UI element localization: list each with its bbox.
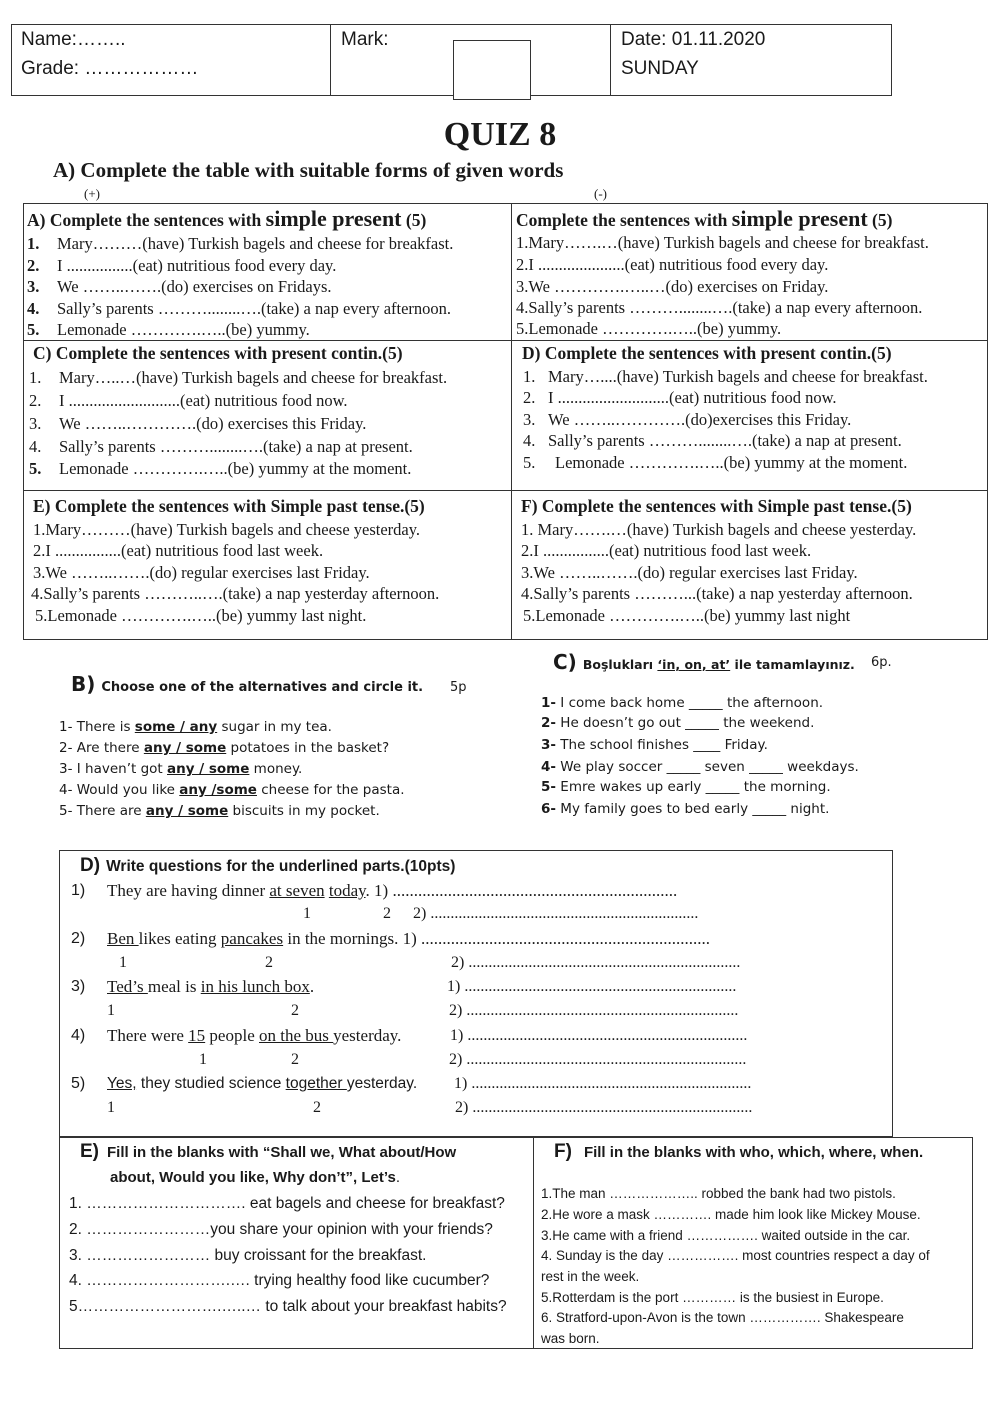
list-item: 4- Would you like any /some cheese for the pasta. (59, 782, 405, 798)
answer-line[interactable]: 1) ...................................................................... (454, 1075, 752, 1092)
page-title: QUIZ 8 (443, 116, 557, 153)
answer-line[interactable]: 1) ...................................................................... (450, 1027, 748, 1044)
answer-line[interactable]: 2) ................................................................... (413, 905, 699, 922)
grammar-table-hline-1 (23, 340, 988, 341)
marker-number: 2 (291, 1002, 299, 1019)
list-item: 3.He came with a friend ……………. waited outside in the car. (541, 1228, 911, 1243)
list-item: 5- Emre wakes up early _____ the morning. (541, 779, 831, 795)
list-item: 5- There are any / some biscuits in my pocket. (59, 803, 380, 819)
grade-field: Grade: ……………… (21, 58, 199, 79)
list-item: 2.I ................(eat) nutritious food last week. (521, 541, 812, 560)
cell-a-title: A) Complete the sentences with simple present (5) (27, 206, 427, 231)
answer-line[interactable]: 2) ...................................................................... (449, 1051, 747, 1068)
cell-f-title: F) Complete the sentences with Simple past tense.(5) (521, 496, 912, 516)
list-item: 1. …………………………. eat bagels and cheese for breakfast? (69, 1195, 505, 1212)
question-sentence: Ben likes eating pancakes in the mornings. 1) .................................................................... (107, 929, 710, 948)
section-a-heading: A) Complete the table with suitable forms of given words (53, 158, 564, 182)
cell-e-title: E) Complete the sentences with Simple past tense.(5) (33, 496, 425, 516)
list-item: 1. Mary…..…(have) Turkish bagels and cheese for breakfast. (29, 368, 448, 387)
name-field: Name:…….. (21, 29, 126, 50)
list-item: 1.Mary………(have) Turkish bagels and cheese yesterday. (33, 520, 421, 539)
list-item: 2.I ................(eat) nutritious food last week. (33, 541, 324, 560)
section-d-heading: D) Write questions for the underlined parts.(10pts) (80, 855, 456, 876)
list-item: 5.Lemonade ………….…..(be) yummy last night. (35, 606, 367, 625)
section-b-points: 5p (450, 680, 467, 695)
section-c-heading: C) Boşlukları ‘in, on, at’ ile tamamlayınız. (553, 650, 855, 674)
section-f-heading: F) Fill in the blanks with who, which, where, when. (554, 1141, 924, 1162)
list-item: 3- The school finishes ____ Friday. (541, 737, 768, 753)
marker-number: 1 (303, 905, 311, 922)
grammar-table-vline (511, 203, 512, 640)
list-item: 1. Mary…....(have) Turkish bagels and cheese for breakfast. (523, 367, 928, 386)
list-item: 4. Sunday is the day ……………. most countries respect a day of (541, 1248, 930, 1263)
day-field: SUNDAY (621, 58, 699, 79)
list-item: 3. We ……..…….(do) exercises on Fridays. (27, 277, 332, 296)
date-field: Date: 01.11.2020 (621, 29, 766, 50)
list-item: 4. Sally’s parents ………........….(take) a nap every afternoon. (27, 299, 452, 318)
list-item: 3.We ……..…….(do) regular exercises last Friday. (33, 563, 370, 582)
marker-number: 2 (265, 954, 273, 971)
answer-line[interactable]: 2) .................................................................... (451, 954, 741, 971)
question-number: 3) (71, 978, 86, 995)
list-item: rest in the week. (541, 1269, 640, 1284)
list-item: 2.He wore a mask …………. made him look like Mickey Mouse. (541, 1207, 921, 1222)
list-item: 4. Sally’s parents ………........….(take) a nap at present. (523, 431, 902, 450)
list-item: 6- My family goes to bed early _____ night. (541, 801, 830, 817)
mark-label: Mark: (341, 29, 389, 50)
list-item: 5.Lemonade ………….…..(be) yummy. (516, 319, 782, 338)
list-item: 4.Sally’s parents ………...(take) a nap yesterday afternoon. (521, 584, 913, 603)
option-choice[interactable]: any / some (167, 761, 250, 777)
list-item: 2. I ................(eat) nutritious food every day. (27, 256, 337, 275)
option-choice[interactable]: some / any (134, 719, 218, 735)
list-item: 4. Sally’s parents ………........….(take) a nap at present. (29, 437, 413, 456)
list-item: 1.Mary…….…(have) Turkish bagels and cheese for breakfast. (516, 233, 929, 252)
list-item: 2.I .....................(eat) nutritious food every day. (516, 255, 829, 274)
marker-number: 1 (199, 1051, 207, 1068)
list-item: 5.Rotterdam is the port ………… is the busiest in Europe. (541, 1290, 884, 1305)
list-item: 2- Are there any / some potatoes in the basket? (59, 740, 390, 756)
list-item: 6. Stratford-upon-Avon is the town ……………. Shakespeare (541, 1310, 904, 1325)
question-number: 2) (71, 930, 86, 947)
list-item: 1- I come back home _____ the afternoon. (541, 695, 824, 711)
answer-line[interactable]: 2) ...................................................................... (455, 1099, 753, 1116)
section-b-heading: B) Choose one of the alternatives and circle it. (71, 672, 424, 696)
question-sentence: There were 15 people on the bus yesterday. (107, 1026, 402, 1045)
list-item: 2. I ...........................(eat) nutritious food now. (29, 391, 348, 410)
marker-number: 1 (119, 954, 127, 971)
list-item: 3.We ……..…….(do) regular exercises last Friday. (521, 563, 858, 582)
answer-line[interactable]: 1) .................................................................... (447, 978, 737, 995)
cell-c-title: C) Complete the sentences with present contin.(5) (33, 343, 403, 363)
question-number: 4) (71, 1027, 86, 1044)
list-item: 4. ……………………….…. trying healthy food like cucumber? (69, 1272, 490, 1289)
list-item: 4.Sally’s parents ………..….(take) a nap yesterday afternoon. (31, 584, 440, 603)
list-item: 5……………………….…..… to talk about your breakfast habits? (69, 1298, 507, 1315)
section-e-heading-line2: about, Would you like, Why don’t”, Let’s. (110, 1169, 400, 1186)
list-item: 5. Lemonade ………….…..(be) yummy at the moment. (523, 453, 908, 472)
list-item: 3- I haven’t got any / some money. (59, 761, 303, 777)
marker-number: 1 (107, 1002, 115, 1019)
list-item: 2- He doesn’t go out _____ the weekend. (541, 715, 815, 731)
list-item: 1. Mary………(have) Turkish bagels and cheese for breakfast. (27, 234, 454, 253)
cell-b-title: Complete the sentences with simple present (5) (516, 206, 893, 231)
section-c-points: 6p. (871, 655, 892, 670)
question-sentence: They are having dinner at seven today. 1) ................................................................... (107, 881, 678, 900)
section-e-heading-line1: E) Fill in the blanks with “Shall we, What about/How (80, 1141, 457, 1162)
marker-number: 2 (383, 905, 391, 922)
list-item: 5.Lemonade ………….…..(be) yummy last night (523, 606, 851, 625)
list-item: 2. ……………………you share your opinion with your friends? (69, 1221, 493, 1238)
marker-number: 2 (313, 1099, 321, 1116)
cell-d-title: D) Complete the sentences with present contin.(5) (522, 343, 892, 363)
list-item: 1. Mary…….…(have) Turkish bagels and cheese yesterday. (521, 520, 917, 539)
list-item: 1.The man ……………….. robbed the bank had two pistols. (541, 1186, 896, 1201)
option-choice[interactable]: any / some (145, 803, 229, 819)
list-item: 3. We ……..………….(do)exercises this Friday. (523, 410, 852, 429)
question-sentence: Ted’s meal is in his lunch box. (107, 977, 315, 996)
section-ef-divider (533, 1137, 534, 1349)
list-item: was born. (541, 1331, 600, 1346)
list-item: 5. Lemonade ………….…..(be) yummy at the moment. (29, 459, 412, 478)
list-item: 2. I ...........................(eat) nutritious food now. (523, 388, 837, 407)
option-choice[interactable]: any /some (179, 782, 257, 798)
question-number: 5) (71, 1075, 86, 1092)
minus-label: (-) (594, 186, 607, 201)
list-item: 3. …………………… buy croissant for the breakfast. (69, 1247, 427, 1264)
marker-number: 2 (291, 1051, 299, 1068)
list-item: 4.Sally’s parents ………........….(take) a nap every afternoon. (516, 298, 923, 317)
list-item: 5. Lemonade ………….…..(be) yummy. (27, 320, 310, 339)
list-item: 1- There is some / any sugar in my tea. (59, 719, 332, 735)
plus-label: (+) (84, 186, 100, 201)
list-item: 3. We ……..………….(do) exercises this Friday. (29, 414, 367, 433)
header-divider-2 (610, 24, 611, 96)
header-divider-1 (330, 24, 331, 96)
list-item: 4- We play soccer _____ seven _____ weekdays. (541, 759, 859, 775)
list-item: 3.We ………….…..…(do) exercises on Friday. (516, 277, 829, 296)
marker-number: 1 (107, 1099, 115, 1116)
option-choice[interactable]: any / some (143, 740, 227, 756)
mark-box (453, 40, 531, 100)
grammar-table-hline-2 (23, 490, 988, 491)
question-number: 1) (71, 882, 86, 899)
answer-line[interactable]: 2) .................................................................... (449, 1002, 739, 1019)
question-sentence: Yes, they studied science together yesterday. (107, 1075, 418, 1092)
